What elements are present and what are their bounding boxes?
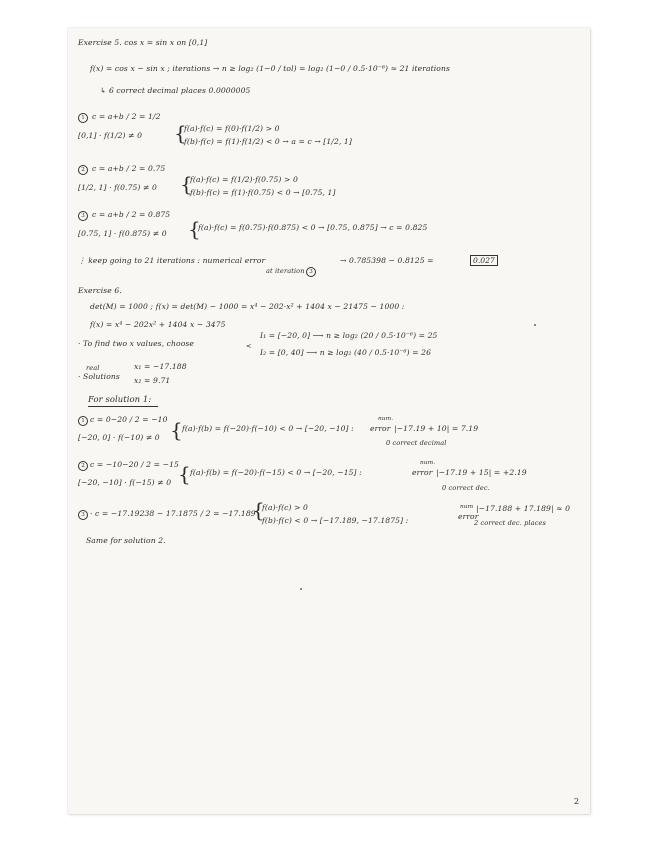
s2-brace: { xyxy=(178,462,191,486)
scan-speck xyxy=(300,588,302,590)
s3-condition-a: f(a)·f(c) > 0 xyxy=(262,503,308,512)
for-solution-underline xyxy=(88,406,158,407)
step3-condition: f(a)·f(c) = f(0.75)·f(0.875) < 0 → [0.75, 0.875] → c = 0.825 xyxy=(198,223,428,232)
error-calculation: → 0.785398 − 0.8125 = xyxy=(340,256,434,265)
step1-interval: [0,1] · f(1/2) ≠ 0 xyxy=(78,131,143,140)
same-for-solution-2: Same for solution 2. xyxy=(86,536,166,545)
s3-note: 2 correct dec. places xyxy=(474,519,546,527)
s1-condition: f(a)·f(b) = f(−20)·f(−10) < 0 → [−20, −10] : xyxy=(182,424,354,433)
s3-condition-b: f(b)·f(c) < 0 → [−17.189, −17.1875] : xyxy=(262,516,409,525)
s1-brace: { xyxy=(170,418,183,442)
s1-num-label: num. xyxy=(378,416,394,422)
step2-condition-b: f(b)·f(c) = f(1)·f(0.75) < 0 → [0.75, 1] xyxy=(190,188,336,197)
s2-condition: f(a)·f(b) = f(−20)·f(−15) < 0 → [−20, −15] : xyxy=(190,468,362,477)
s2-interval: [−20, −10] · f(−15) ≠ 0 xyxy=(78,478,172,487)
for-solution-heading: For solution 1: xyxy=(88,394,152,404)
s3-error-value: |−17.188 + 17.189| ≈ 0 xyxy=(476,504,571,513)
exercise6-fx-line: f(x) = x⁴ − 202x² + 1404 x − 3475 xyxy=(90,320,226,329)
real-word: real xyxy=(86,364,100,372)
find-two-values: · To find two x values, choose xyxy=(78,339,194,348)
solution-x2: x₂ = 9.71 xyxy=(134,376,171,385)
exercise6-det-line: det(M) = 1000 ; f(x) = det(M) − 1000 = x⁴ − 202·x² + 1404 x − 21475 − 1000 : xyxy=(90,302,405,311)
s1-error-label: error xyxy=(370,424,391,433)
s3-midpoint: · c = −17.19238 − 17.1875 / 2 = −17.189 xyxy=(90,509,256,518)
s1-error-value: |−17.19 + 10| = 7.19 xyxy=(394,424,479,433)
iteration-marker: 3 xyxy=(306,267,316,277)
s2-midpoint: c = −10−20 / 2 = −15 xyxy=(90,460,179,469)
solutions-label: · Solutions xyxy=(78,372,120,381)
s3-brace: { xyxy=(252,498,265,522)
error-result-box: 0.027 xyxy=(470,255,498,266)
step2-brace: { xyxy=(180,172,193,196)
step1-condition-b: f(b)·f(c) = f(1)·f(1/2) < 0 → a = c → [1/2, 1] xyxy=(184,137,352,146)
s2-error-label: error xyxy=(412,468,433,477)
s2-error-value: |−17.19 + 15| = +2.19 xyxy=(436,468,527,477)
solution-step-marker-1: 1 xyxy=(78,416,88,426)
scanned-page xyxy=(68,28,590,814)
s1-midpoint: c = 0−20 / 2 = −10 xyxy=(90,415,168,424)
step-marker-2: 2 xyxy=(78,165,88,175)
scan-speck xyxy=(534,324,536,326)
s1-interval: [−20, 0] · f(−10) ≠ 0 xyxy=(78,433,160,442)
solution-step-marker-3: 3 xyxy=(78,510,88,520)
exercise6-title: Exercise 6. xyxy=(78,286,122,295)
s1-note: 0 correct decimal xyxy=(386,439,447,447)
step-marker-1: 1 xyxy=(78,113,88,123)
page-number: 2 xyxy=(574,797,580,806)
step3-interval: [0.75, 1] · f(0.875) ≠ 0 xyxy=(78,229,167,238)
s2-note: 0 correct dec. xyxy=(442,484,490,492)
step2-condition-a: f(a)·f(c) = f(1/2)·f(0.75) > 0 xyxy=(190,175,298,184)
step3-midpoint: c = a+b / 2 = 0.875 xyxy=(92,210,171,219)
keep-going-line: ⋮ keep going to 21 iterations : numerical error xyxy=(78,256,266,265)
step2-interval: [1/2, 1] · f(0.75) ≠ 0 xyxy=(78,183,157,192)
interval-i1: I₁ = [−20, 0] ⟶ n ≥ log₂ (20 / 0.5·10⁻⁶) = 25 xyxy=(260,331,438,340)
step1-brace: { xyxy=(174,121,187,145)
step1-midpoint: c = a+b / 2 = 1/2 xyxy=(92,112,161,121)
split-arrows: < xyxy=(246,342,252,350)
exercise5-fx-line: f(x) = cos x − sin x ; iterations → n ≥ log₂ (1−0 / tol) = log₂ (1−0 / 0.5·10⁻⁶) ≈ 21 iterations xyxy=(90,64,450,73)
s3-error-label: error xyxy=(458,512,479,521)
solution-x1: x₁ = −17.188 xyxy=(134,362,187,371)
step3-brace: { xyxy=(188,217,201,241)
exercise5-decimals-note: ↳ 6 correct decimal places 0.0000005 xyxy=(100,86,251,95)
exercise5-title: Exercise 5. cos x = sin x on [0,1] xyxy=(78,38,208,47)
step2-midpoint: c = a+b / 2 = 0.75 xyxy=(92,164,166,173)
step-marker-3: 3 xyxy=(78,211,88,221)
s2-num-label: num. xyxy=(420,460,436,466)
step1-condition-a: f(a)·f(c) = f(0)·f(1/2) > 0 xyxy=(184,124,280,133)
solution-step-marker-2: 2 xyxy=(78,461,88,471)
interval-i2: I₂ = [0, 40] ⟶ n ≥ log₂ (40 / 0.5·10⁻⁶) = 26 xyxy=(260,348,432,357)
at-iteration-label: at iteration xyxy=(266,267,305,275)
s3-num-label: num xyxy=(460,504,474,510)
